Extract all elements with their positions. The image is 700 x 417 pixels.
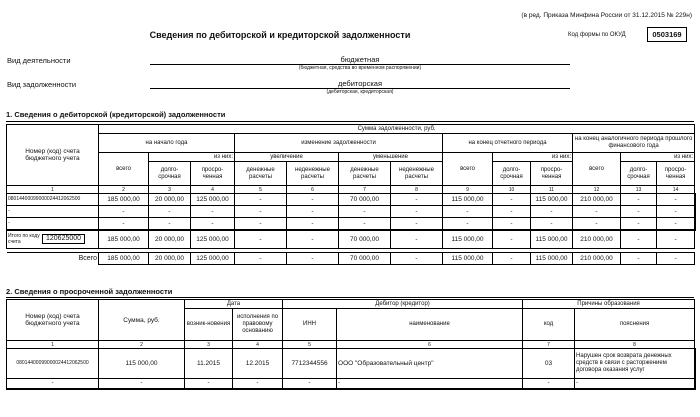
subtotal-label: Итого по коду счета	[8, 233, 40, 245]
col-increase-cash: денежные расчеты	[235, 162, 287, 186]
subtotal-end-total: 115 000,00	[443, 230, 493, 249]
total-decrease-noncash: -	[391, 253, 443, 265]
cell-due-date: -	[233, 379, 283, 389]
col-increase-header: увеличение	[235, 153, 339, 162]
col-begin-long: долго-срочная	[149, 162, 191, 186]
cell-decrease-noncash: -	[391, 194, 443, 206]
column-number: 1	[7, 186, 99, 194]
cell-decrease-noncash: -	[391, 218, 443, 230]
cell-prev-total: 210 000,00	[573, 194, 621, 206]
column-number: 1	[7, 341, 99, 349]
total-begin-long: 20 000,00	[149, 253, 191, 265]
col-prev-header: на конец аналогичного периода прошлого финансового года	[573, 134, 695, 153]
total-prev-long: -	[621, 253, 657, 265]
col-end-total: всего	[443, 153, 493, 186]
cell-inn: 7712344556	[283, 349, 337, 379]
col-prev-overdue: просро-ченная	[657, 162, 695, 186]
cell-end-overdue: 115 000,00	[531, 194, 573, 206]
subtotal-prev-overdue: -	[657, 230, 695, 249]
col2-sum-header: Сумма, руб.	[99, 300, 185, 341]
column-number: 7	[339, 186, 391, 194]
cell-prev-long: -	[621, 218, 657, 230]
col-prev-total: всего	[573, 153, 621, 186]
col-end-header: на конец отчетного периода	[443, 134, 573, 153]
section1-title: 1. Сведения о дебиторской (кредиторской) задолженности	[6, 110, 226, 119]
cell-decrease-cash: 70 000,00	[339, 194, 391, 206]
okud-code: 0503169	[647, 27, 687, 42]
cell-begin-total: 185 000,00	[99, 194, 149, 206]
col2-inn-header: ИНН	[283, 309, 337, 341]
form-title: Сведения по дебиторской и кредиторской задолженности	[149, 30, 411, 40]
cell-begin-total: -	[99, 218, 149, 230]
cell-begin-long: -	[149, 218, 191, 230]
cell-prev-long: -	[621, 194, 657, 206]
total-decrease-cash: 70 000,00	[339, 253, 391, 265]
col2-reasons-header: Причины образования	[523, 300, 695, 309]
cell-increase-noncash: -	[287, 194, 339, 206]
debt-type-hint: (дебиторская, кредиторская)	[326, 89, 394, 95]
total-increase-noncash: -	[287, 253, 339, 265]
cell-prev-overdue: -	[657, 206, 695, 218]
subtotal-row	[7, 230, 695, 249]
column-number: 13	[621, 186, 657, 194]
col-begin-of: из них:	[149, 153, 235, 162]
col-decrease-header: уменьшение	[339, 153, 443, 162]
cell-account: -	[7, 206, 99, 218]
cell-prev-total: -	[573, 206, 621, 218]
total-end-total: 115 000,00	[443, 253, 493, 265]
cell-begin-overdue: -	[191, 206, 235, 218]
subtotal-decrease-cash: 70 000,00	[339, 230, 391, 249]
column-number: 5	[235, 186, 287, 194]
col-increase-noncash: неденежные расчеты	[287, 162, 339, 186]
subtotal-cell	[7, 230, 99, 249]
cell-sum: 115 000,00	[99, 349, 185, 379]
subtotal-begin-long: 20 000,00	[149, 230, 191, 249]
col2-date-header: Дата	[185, 300, 283, 309]
debt-table	[6, 124, 695, 265]
total-end-long: -	[493, 253, 531, 265]
col2-debtor-header: Дебитор (кредитор)	[283, 300, 523, 309]
subtotal-begin-overdue: 125 000,00	[191, 230, 235, 249]
cell-end-long: -	[493, 218, 531, 230]
total-row	[7, 253, 695, 265]
col2-origin-header: возник-новения	[185, 309, 233, 341]
section2-rule	[6, 297, 694, 298]
total-label: Всего	[7, 253, 99, 265]
cell-begin-overdue: 125 000,00	[191, 194, 235, 206]
col-decrease-noncash: неденежные расчеты	[391, 162, 443, 186]
cell-reason-code: 03	[523, 349, 575, 379]
cell-reason-code: -	[523, 379, 575, 389]
col-end-long: долго-срочная	[493, 162, 531, 186]
col2-account-header: Номер (код) счета бюджетного учета	[7, 300, 99, 341]
col-begin-header: на начало года	[99, 134, 235, 153]
okud-label: Код формы по ОКУД	[568, 32, 626, 38]
column-number: 11	[531, 186, 573, 194]
table-row	[7, 218, 695, 230]
column-number: 8	[391, 186, 443, 194]
activity-value: бюджетная	[340, 55, 380, 64]
subtotal-decrease-noncash: -	[391, 230, 443, 249]
col-begin-total: всего	[99, 153, 149, 186]
col2-code-header: код	[523, 309, 575, 341]
activity-label: Вид деятельности	[7, 56, 71, 65]
cell-prev-total: -	[573, 218, 621, 230]
cell-end-overdue: -	[531, 218, 573, 230]
column-number: 6	[287, 186, 339, 194]
cell-increase-noncash: -	[287, 206, 339, 218]
column-numbers-row	[7, 186, 695, 194]
subtotal-increase-noncash: -	[287, 230, 339, 249]
cell-end-total: -	[443, 218, 493, 230]
cell-sum: -	[99, 379, 185, 389]
column-number: 2	[99, 341, 185, 349]
overdue-table	[6, 299, 695, 389]
cell-account: 08014400099000024412062500	[7, 194, 99, 206]
cell-increase-cash: -	[235, 218, 287, 230]
cell-explanation: -	[575, 379, 695, 389]
subtotal-end-long: -	[493, 230, 531, 249]
subtotal-code: 120625000	[42, 234, 85, 244]
column-number: 3	[149, 186, 191, 194]
col-change-header: изменение задолженности	[235, 134, 443, 153]
column-number: 4	[191, 186, 235, 194]
cell-debtor-name: ООО "Образовательный центр"	[337, 349, 523, 379]
table-row	[7, 206, 695, 218]
subtotal-prev-total: 210 000,00	[573, 230, 621, 249]
cell-end-total: 115 000,00	[443, 194, 493, 206]
column-number: 8	[575, 341, 695, 349]
section1-rule	[6, 121, 694, 122]
cell-due-date: 12.2015	[233, 349, 283, 379]
column-number: 9	[443, 186, 493, 194]
table-row	[7, 194, 695, 206]
col-begin-overdue: просро-ченная	[191, 162, 235, 186]
cell-prev-long: -	[621, 206, 657, 218]
cell-origin-date: -	[185, 379, 233, 389]
cell-prev-overdue: -	[657, 194, 695, 206]
cell-explanation: Нарушен срок возврата денежных средств в связи с расторжением договора оказания услуг	[575, 349, 695, 379]
cell-account: -	[7, 379, 99, 389]
column-number: 2	[99, 186, 149, 194]
cell-end-overdue: -	[531, 206, 573, 218]
subtotal-begin-total: 185 000,00	[99, 230, 149, 249]
cell-increase-noncash: -	[287, 218, 339, 230]
col2-explain-header: пояснения	[575, 309, 695, 341]
cell-end-long: -	[493, 194, 531, 206]
section2-title: 2. Сведения о просроченной задолженности	[6, 287, 173, 296]
cell-decrease-cash: -	[339, 206, 391, 218]
cell-inn: -	[283, 379, 337, 389]
cell-origin-date: 11.2015	[185, 349, 233, 379]
table-row	[7, 379, 695, 389]
cell-decrease-noncash: -	[391, 206, 443, 218]
col-prev-of: из них:	[621, 153, 695, 162]
column-number: 7	[523, 341, 575, 349]
table-row	[7, 349, 695, 379]
column-numbers-row	[7, 341, 695, 349]
cell-decrease-cash: -	[339, 218, 391, 230]
col2-due-header: исполнения по правовому основанию	[233, 309, 283, 341]
total-prev-total: 210 000,00	[573, 253, 621, 265]
column-number: 10	[493, 186, 531, 194]
total-begin-overdue: 125 000,00	[191, 253, 235, 265]
edition-note: (в ред. Приказа Минфина России от 31.12.2015 № 229н)	[521, 12, 692, 19]
total-end-overdue: 115 000,00	[531, 253, 573, 265]
subtotal-prev-long: -	[621, 230, 657, 249]
cell-increase-cash: -	[235, 206, 287, 218]
total-prev-overdue: -	[657, 253, 695, 265]
cell-begin-overdue: -	[191, 218, 235, 230]
col-sum-header: Сумма задолженности, руб.	[99, 125, 695, 134]
cell-end-long: -	[493, 206, 531, 218]
column-number: 5	[283, 341, 337, 349]
debt-type-value: дебиторская	[337, 79, 383, 88]
column-number: 4	[233, 341, 283, 349]
activity-hint: (бюджетная, средства во временном распоряжении)	[298, 65, 422, 71]
column-number: 3	[185, 341, 233, 349]
col-end-overdue: просро-ченная	[531, 162, 573, 186]
column-number: 6	[337, 341, 523, 349]
col-prev-long: долго-срочная	[621, 162, 657, 186]
subtotal-increase-cash: -	[235, 230, 287, 249]
col-decrease-cash: денежные расчеты	[339, 162, 391, 186]
cell-end-total: -	[443, 206, 493, 218]
cell-begin-long: -	[149, 206, 191, 218]
total-begin-total: 185 000,00	[99, 253, 149, 265]
cell-account: 08014400099000024412062500	[7, 349, 99, 379]
cell-increase-cash: -	[235, 194, 287, 206]
cell-debtor-name: -	[337, 379, 523, 389]
col-account-header: Номер (код) счета бюджетного учета	[7, 125, 99, 186]
total-increase-cash: -	[235, 253, 287, 265]
cell-account: -	[7, 218, 99, 230]
cell-begin-total: -	[99, 206, 149, 218]
cell-begin-long: 20 000,00	[149, 194, 191, 206]
col2-name-header: наименование	[337, 309, 523, 341]
column-number: 12	[573, 186, 621, 194]
subtotal-end-overdue: 115 000,00	[531, 230, 573, 249]
column-number: 14	[657, 186, 695, 194]
cell-prev-overdue: -	[657, 218, 695, 230]
col-end-of: из них:	[493, 153, 573, 162]
debt-type-label: Вид задолженности	[7, 80, 77, 89]
